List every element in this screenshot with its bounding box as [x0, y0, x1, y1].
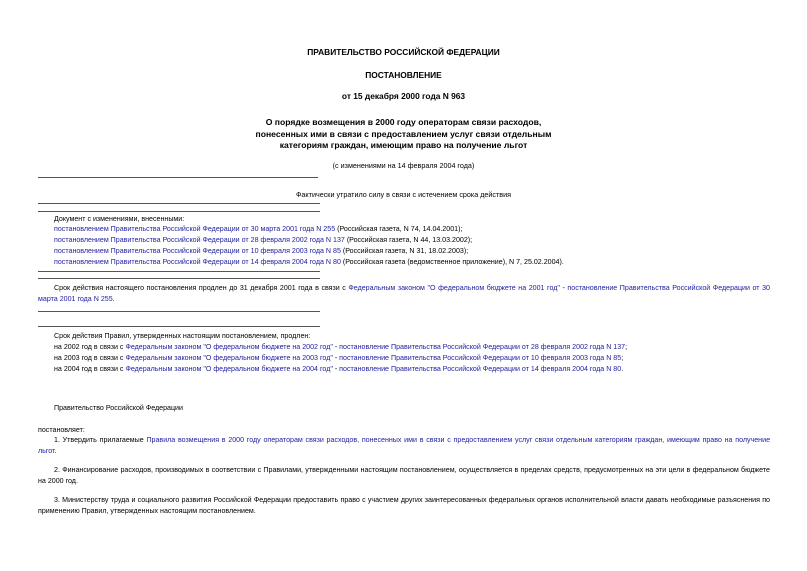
rules-extension-item [54, 364, 623, 374]
amendment-item [54, 257, 564, 267]
divider [38, 211, 320, 212]
divider [38, 271, 320, 272]
decree-link[interactable]: постановление Правительства Российской Федерации от 28 февраля 2002 года N 137 [339, 343, 626, 351]
budget-law-link[interactable]: Федеральным законом "О федеральном бюджете на 2004 год" [125, 365, 333, 373]
rules-extension-prefix: на 2004 год в связи с [54, 365, 126, 373]
document-title [0, 117, 807, 152]
amendment-link[interactable]: постановлением Правительства Российской Федерации от 30 марта 2001 года N 255 [54, 225, 336, 233]
government-line: Правительство Российской Федерации [54, 404, 183, 412]
divider [38, 177, 318, 178]
paragraph-3: 3. Министерству труда и социального развития Российской Федерации предоставить право с участием других заинтересованных федеральных органов исполнительной власти давать необходимые разъяснения по применению Правил, утвержденных настоящим постановлением. [38, 496, 770, 515]
amendment-source: (Российская газета, N 44, 13.03.2002); [344, 236, 473, 244]
paragraph-1-end: . [54, 446, 57, 455]
rules-extension-prefix: на 2002 год в связи с [54, 343, 126, 351]
title-line: категориям граждан, имеющим право на получение льгот [279, 140, 528, 150]
amendment-source: (Российская газета, N 31, 18.02.2003); [340, 247, 469, 255]
amendments-intro: Документ с изменениями, внесенными: [54, 215, 185, 223]
divider [38, 326, 320, 327]
rules-extension-item [54, 353, 623, 363]
budget-law-2001-link[interactable]: Федеральным законом "О федеральном бюджете на 2001 год" [348, 284, 560, 292]
amendment-item [54, 224, 462, 234]
extension-text: Срок действия настоящего постановления продлен до 31 декабря 2001 года в связи с [54, 284, 349, 292]
rules-extension-sep: - [332, 343, 340, 351]
divider [38, 203, 320, 204]
decree-255-link[interactable]: постановление Правительства Российской Федерации от 30 марта 2001 года N 255 [38, 284, 770, 303]
rules-extension-end: ; [625, 343, 628, 351]
amendment-link[interactable]: постановлением Правительства Российской Федерации от 10 февраля 2003 года N 85 [54, 247, 341, 255]
rules-extension-sep: - [332, 365, 340, 373]
amendment-item [54, 246, 468, 256]
government-heading: ПРАВИТЕЛЬСТВО РОССИЙСКОЙ ФЕДЕРАЦИИ [307, 47, 500, 57]
rules-extension-intro: Срок действия Правил, утвержденных настоящим постановлением, продлен: [54, 332, 311, 340]
paragraph-1-text: 1. Утвердить прилагаемые [54, 436, 147, 444]
paragraph-1 [38, 435, 770, 456]
revision-note: (с изменениями на 14 февраля 2004 года) [332, 161, 475, 170]
rules-extension-item [54, 342, 627, 352]
rules-extension-end: ; [621, 354, 624, 362]
budget-law-link[interactable]: Федеральным законом "О федеральном бюджете на 2003 год" [125, 354, 333, 362]
decree-link[interactable]: постановление Правительства Российской Федерации от 14 февраля 2004 года N 80 [339, 365, 622, 373]
extension-note [38, 283, 770, 304]
rules-link[interactable]: Правила возмещения в 2000 году операторам связи расходов, понесенных ими в связи с предоставлением услуг связи отдельным категориям граждан, имеющим право на получение льгот [38, 436, 771, 455]
resolves-line: постановляет: [38, 426, 85, 434]
paragraph-2: 2. Финансирование расходов, производимых в соответствии с Правилами, утвержденными настоящим постановлением, осуществляется в пределах средств, предусмотренных на эти цели в федеральном бюджете на 2000 год. [38, 466, 770, 485]
divider [38, 278, 320, 279]
amendment-source: (Российская газета, N 74, 14.04.2001); [335, 225, 463, 233]
amendment-link[interactable]: постановлением Правительства Российской Федерации от 14 февраля 2004 года N 80 [54, 258, 341, 266]
extension-end: . [112, 294, 115, 303]
document-type-heading: ПОСТАНОВЛЕНИЕ [365, 70, 442, 80]
decree-link[interactable]: постановление Правительства Российской Федерации от 10 февраля 2003 года N 85 [339, 354, 622, 362]
amendment-link[interactable]: постановлением Правительства Российской Федерации от 28 февраля 2002 года N 137 [54, 236, 345, 244]
amendment-item [54, 235, 472, 245]
extension-sep: - [559, 284, 568, 292]
date-number-heading: от 15 декабря 2000 года N 963 [341, 91, 466, 101]
rules-extension-sep: - [332, 354, 340, 362]
rules-extension-end: . [621, 365, 624, 373]
divider [38, 311, 320, 312]
budget-law-link[interactable]: Федеральным законом "О федеральном бюджете на 2002 год" [125, 343, 333, 351]
title-line: понесенных ими в связи с предоставлением услуг связи отдельным [255, 128, 552, 139]
title-line: О порядке возмещения в 2000 году операторам связи расходов, [265, 117, 542, 127]
status-note: Фактически утратило силу в связи с истечением срока действия [295, 190, 512, 199]
amendment-source: (Российская газета (ведомственное приложение), N 7, 25.02.2004). [340, 258, 564, 266]
rules-extension-prefix: на 2003 год в связи с [54, 354, 126, 362]
